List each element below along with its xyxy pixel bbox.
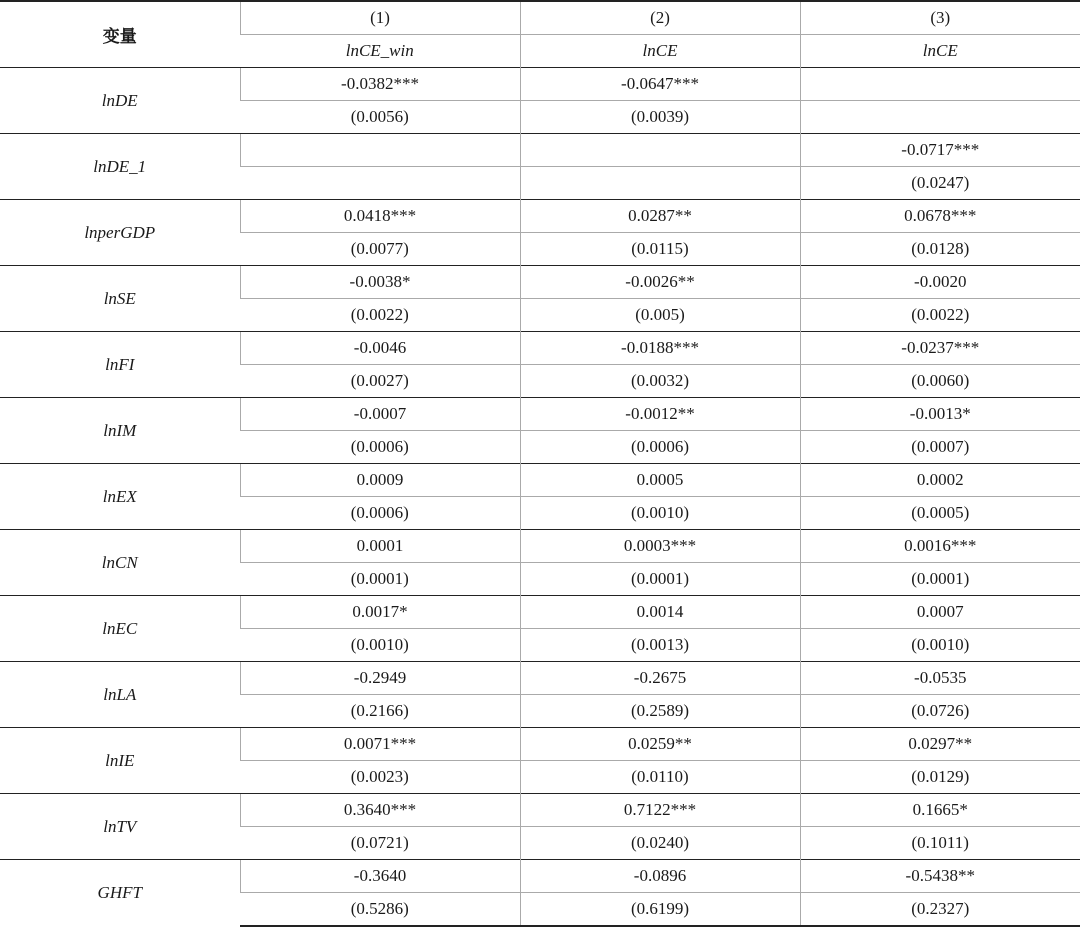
se-cell: (0.0128) xyxy=(800,233,1080,266)
se-cell: (0.0023) xyxy=(240,761,520,794)
se-cell: (0.1011) xyxy=(800,827,1080,860)
se-cell: (0.0115) xyxy=(520,233,800,266)
coef-row xyxy=(0,332,1080,365)
coef-cell: -0.3640 xyxy=(240,860,520,893)
variable-name: GHFT xyxy=(0,860,240,927)
coef-cell: 0.0005 xyxy=(520,464,800,497)
coef-cell: 0.0287** xyxy=(520,200,800,233)
coef-cell: 0.3640*** xyxy=(240,794,520,827)
coef-cell xyxy=(520,134,800,167)
se-cell: (0.0039) xyxy=(520,101,800,134)
coef-cell: -0.0013* xyxy=(800,398,1080,431)
coef-cell: 0.0017* xyxy=(240,596,520,629)
se-cell: (0.0027) xyxy=(240,365,520,398)
coef-cell: -0.0535 xyxy=(800,662,1080,695)
se-cell: (0.5286) xyxy=(240,893,520,927)
coef-cell: -0.0007 xyxy=(240,398,520,431)
coef-row xyxy=(0,134,1080,167)
variable-name: lnSE xyxy=(0,266,240,332)
coef-row xyxy=(0,662,1080,695)
coef-cell: 0.0002 xyxy=(800,464,1080,497)
variable-name: lnIE xyxy=(0,728,240,794)
coef-cell: 0.0259** xyxy=(520,728,800,761)
se-cell: (0.0032) xyxy=(520,365,800,398)
se-cell: (0.0007) xyxy=(800,431,1080,464)
se-cell: (0.0001) xyxy=(800,563,1080,596)
coef-cell: 0.0016*** xyxy=(800,530,1080,563)
se-cell: (0.0006) xyxy=(240,431,520,464)
se-cell: (0.0240) xyxy=(520,827,800,860)
coef-cell: -0.0046 xyxy=(240,332,520,365)
se-cell: (0.0077) xyxy=(240,233,520,266)
coef-cell: -0.0237*** xyxy=(800,332,1080,365)
coef-cell: -0.0382*** xyxy=(240,68,520,101)
coef-cell: -0.0026** xyxy=(520,266,800,299)
se-cell: (0.0022) xyxy=(800,299,1080,332)
se-cell: (0.0005) xyxy=(800,497,1080,530)
coef-cell: 0.7122*** xyxy=(520,794,800,827)
coef-row xyxy=(0,398,1080,431)
coef-cell: 0.0003*** xyxy=(520,530,800,563)
coef-row xyxy=(0,530,1080,563)
dep-var-2: lnCE xyxy=(520,35,800,68)
variable-name: lnDE_1 xyxy=(0,134,240,200)
coef-row xyxy=(0,596,1080,629)
coef-cell: 0.0007 xyxy=(800,596,1080,629)
coef-cell: 0.0678*** xyxy=(800,200,1080,233)
coef-cell xyxy=(240,134,520,167)
se-cell: (0.005) xyxy=(520,299,800,332)
se-cell: (0.0001) xyxy=(240,563,520,596)
se-cell: (0.0247) xyxy=(800,167,1080,200)
coef-row xyxy=(0,860,1080,893)
variable-name: lnFI xyxy=(0,332,240,398)
coef-row xyxy=(0,464,1080,497)
se-cell xyxy=(240,167,520,200)
dep-var-1: lnCE_win xyxy=(240,35,520,68)
variable-name: lnperGDP xyxy=(0,200,240,266)
se-cell: (0.0129) xyxy=(800,761,1080,794)
coef-cell: -0.0647*** xyxy=(520,68,800,101)
se-cell: (0.0006) xyxy=(240,497,520,530)
coef-cell: -0.0020 xyxy=(800,266,1080,299)
variable-header: 变量 xyxy=(0,1,240,68)
table-body xyxy=(0,68,1080,927)
coef-cell: -0.0188*** xyxy=(520,332,800,365)
se-cell: (0.0010) xyxy=(520,497,800,530)
se-cell xyxy=(800,101,1080,134)
coef-cell: 0.0009 xyxy=(240,464,520,497)
se-cell: (0.0110) xyxy=(520,761,800,794)
coef-cell: 0.1665* xyxy=(800,794,1080,827)
coef-cell xyxy=(800,68,1080,101)
se-cell xyxy=(520,167,800,200)
variable-name: lnCN xyxy=(0,530,240,596)
se-cell: (0.0013) xyxy=(520,629,800,662)
coef-row xyxy=(0,266,1080,299)
variable-name: lnTV xyxy=(0,794,240,860)
dep-var-3: lnCE xyxy=(800,35,1080,68)
se-cell: (0.2327) xyxy=(800,893,1080,927)
coef-cell: 0.0001 xyxy=(240,530,520,563)
coef-cell: -0.5438** xyxy=(800,860,1080,893)
se-cell: (0.6199) xyxy=(520,893,800,927)
variable-name: lnIM xyxy=(0,398,240,464)
coef-cell: -0.0038* xyxy=(240,266,520,299)
se-cell: (0.2589) xyxy=(520,695,800,728)
se-cell: (0.2166) xyxy=(240,695,520,728)
coef-cell: -0.0012** xyxy=(520,398,800,431)
coef-cell: -0.0717*** xyxy=(800,134,1080,167)
se-cell: (0.0726) xyxy=(800,695,1080,728)
coef-cell: 0.0071*** xyxy=(240,728,520,761)
se-cell: (0.0022) xyxy=(240,299,520,332)
col-number-2: (2) xyxy=(520,1,800,35)
variable-name: lnEX xyxy=(0,464,240,530)
se-cell: (0.0010) xyxy=(800,629,1080,662)
variable-name: lnDE xyxy=(0,68,240,134)
col-number-3: (3) xyxy=(800,1,1080,35)
coef-row xyxy=(0,794,1080,827)
se-cell: (0.0056) xyxy=(240,101,520,134)
se-cell: (0.0010) xyxy=(240,629,520,662)
col-number-1: (1) xyxy=(240,1,520,35)
coef-cell: -0.2675 xyxy=(520,662,800,695)
coef-cell: -0.0896 xyxy=(520,860,800,893)
coef-cell: -0.2949 xyxy=(240,662,520,695)
header-row-numbers xyxy=(0,1,1080,35)
coef-cell: 0.0297** xyxy=(800,728,1080,761)
coef-cell: 0.0014 xyxy=(520,596,800,629)
coef-row xyxy=(0,68,1080,101)
variable-name: lnLA xyxy=(0,662,240,728)
se-cell: (0.0006) xyxy=(520,431,800,464)
se-cell: (0.0060) xyxy=(800,365,1080,398)
variable-name: lnEC xyxy=(0,596,240,662)
se-cell: (0.0721) xyxy=(240,827,520,860)
coef-row xyxy=(0,200,1080,233)
coef-cell: 0.0418*** xyxy=(240,200,520,233)
coef-row xyxy=(0,728,1080,761)
se-cell: (0.0001) xyxy=(520,563,800,596)
